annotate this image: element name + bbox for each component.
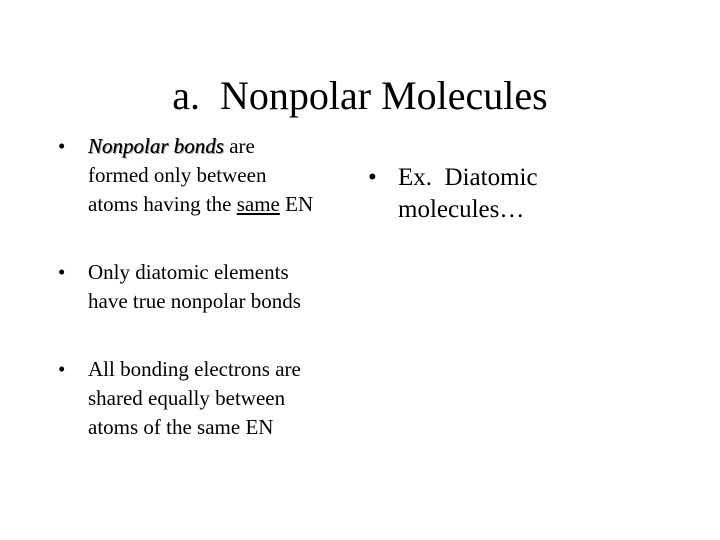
- bullet-item: [58, 355, 368, 442]
- bullet-line: [88, 190, 368, 219]
- bullet-line: molecules…: [398, 196, 525, 223]
- emphasis-text: Nonpolar bonds: [88, 134, 224, 158]
- bullet-item: [368, 162, 698, 226]
- title-prefix: a.: [172, 73, 201, 118]
- bullet-item: [58, 132, 368, 219]
- bullet-marker: •: [58, 260, 66, 284]
- bullet-line: Ex. Diatomic: [398, 164, 538, 191]
- underlined-text: same: [236, 192, 280, 216]
- bullet-line: have true nonpolar bonds: [88, 289, 301, 313]
- bullet-marker: •: [368, 164, 377, 191]
- bullet-marker: •: [58, 134, 66, 158]
- bullet-line: All bonding electrons are: [88, 357, 301, 381]
- slide-title: [0, 72, 720, 120]
- bullet-text: are: [223, 134, 255, 158]
- bullet-marker: •: [58, 357, 66, 381]
- bullet-line: Only diatomic elements: [88, 260, 289, 284]
- title-text: Nonpolar Molecules: [220, 73, 548, 118]
- bullet-line: shared equally between: [88, 386, 286, 410]
- bullet-item: [58, 258, 368, 316]
- bullet-line: atoms of the same EN: [88, 415, 274, 439]
- bullet-line: formed only between: [88, 163, 267, 187]
- bullet-line: [88, 132, 368, 161]
- bullet-text: atoms having the: [88, 192, 237, 216]
- bullet-text: EN: [279, 192, 314, 216]
- right-column: [368, 162, 698, 226]
- left-column: [58, 132, 368, 442]
